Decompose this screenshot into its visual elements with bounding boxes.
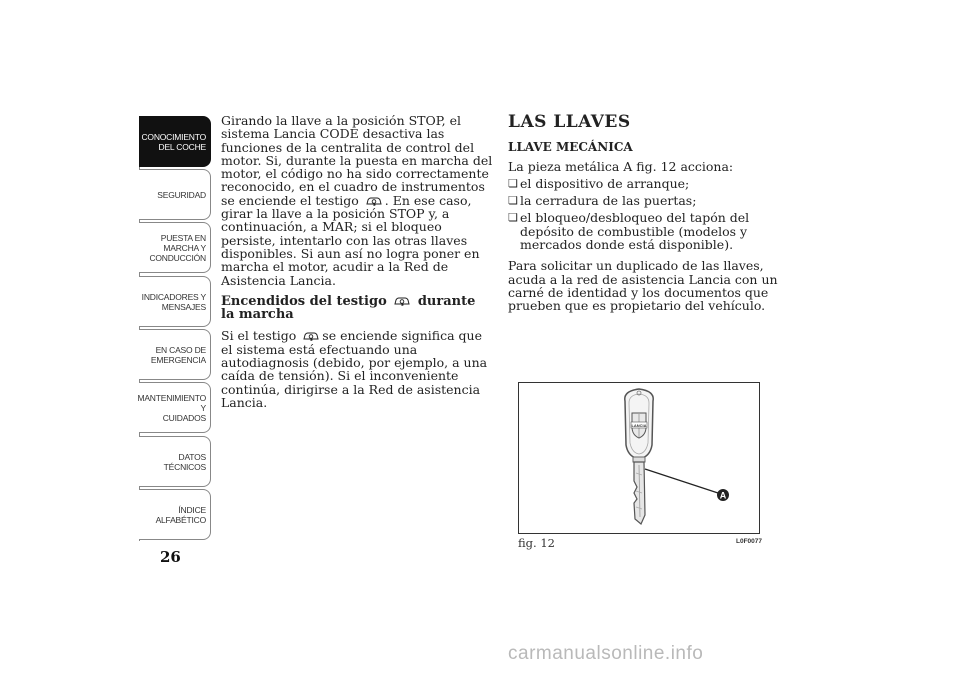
tab-label: DATOS TÉCNICOS	[163, 451, 206, 472]
intro-text: La pieza metálica A fig. 12 acciona:	[508, 158, 734, 174]
tab-label: INDICADORES Y MENSAJES	[141, 291, 206, 312]
section-title: LAS LLAVES	[508, 112, 631, 132]
list-item: ❏ la cerradura de las puertas;	[508, 194, 780, 207]
text: se enciende significa que el sistema está efectuando una autodiagnosis (debido, por ejemplo, a una caída de tensión). Si el inconveniente continúa, dirigirse a la Red de asistencia Lancia.	[221, 328, 488, 410]
tab-label: PUESTA EN MARCHA Y CONDUCCIÓN	[149, 232, 206, 263]
car-key-warning-icon	[365, 195, 383, 207]
right-column	[508, 114, 780, 313]
paragraph: Para solicitar un duplicado de las llaves, acuda a la red de asistencia Lancia con un carné de identidad y los documentos que prueben que es propietario del vehículo.	[508, 258, 778, 314]
tab-puesta-en-marcha[interactable]	[139, 222, 211, 273]
tab-label: ÍNDICE ALFABÉTICO	[155, 504, 206, 525]
text: Si el testigo	[221, 328, 297, 344]
tab-seguridad[interactable]	[139, 169, 211, 220]
text: Girando la llave a la posición STOP, el sistema Lancia CODE desactiva las funciones de la centralita de control del motor. Si, durante la puesta en marcha del motor, el código no ha sido correctamente reconocido, en el cuadro de instrumentos se enciende el testigo	[221, 113, 493, 208]
tab-indicadores[interactable]	[139, 276, 211, 327]
tab-label: CONOCIMIENTO DEL COCHE	[141, 131, 206, 152]
paragraph	[221, 114, 493, 287]
callout-label: A	[719, 490, 727, 501]
lancia-logo-text: LANCIA	[631, 422, 647, 428]
tab-label: MANTENIMIENTO Y CUIDADOS	[137, 392, 206, 423]
text: durante la marcha	[221, 293, 476, 323]
tab-emergencia[interactable]	[139, 329, 211, 380]
page-number: 26	[160, 548, 181, 566]
tab-indice[interactable]	[139, 489, 211, 540]
car-key-warning-icon	[302, 330, 320, 342]
figure-code: L0F0077	[736, 538, 763, 545]
watermark: carmanualsonline.info	[508, 643, 704, 664]
tab-label: EN CASO DE EMERGENCIA	[150, 344, 206, 365]
list-item: ❏ el bloqueo/desbloqueo del tapón del depósito de combustible (modelos y mercados donde está disponible).	[508, 211, 780, 251]
key-figure	[518, 382, 760, 534]
text: . En ese caso, girar la llave a la posición STOP y, a continuación, a MAR; si el bloqueo persiste, intentarlo con las otras llaves disponibles. Si aun así no logra poner en marcha el motor, acudir a la Red de Asistencia Lancia.	[221, 192, 480, 288]
sub-heading	[221, 295, 493, 322]
text: Encendidos del testigo	[221, 293, 387, 309]
sub-title: LLAVE MECÁNICA	[508, 140, 633, 155]
tab-mantenimiento[interactable]	[139, 382, 211, 433]
paragraph	[221, 329, 493, 409]
list-item: ❏ el dispositivo de arranque;	[508, 177, 780, 190]
tab-label: SEGURIDAD	[157, 189, 206, 200]
car-key-warning-icon	[393, 295, 411, 307]
tab-datos-tecnicos[interactable]	[139, 436, 211, 487]
left-column	[221, 114, 493, 409]
figure-caption: fig. 12	[518, 536, 555, 550]
tab-conocimiento-del-coche[interactable]	[139, 116, 211, 167]
key-illustration	[519, 383, 759, 533]
